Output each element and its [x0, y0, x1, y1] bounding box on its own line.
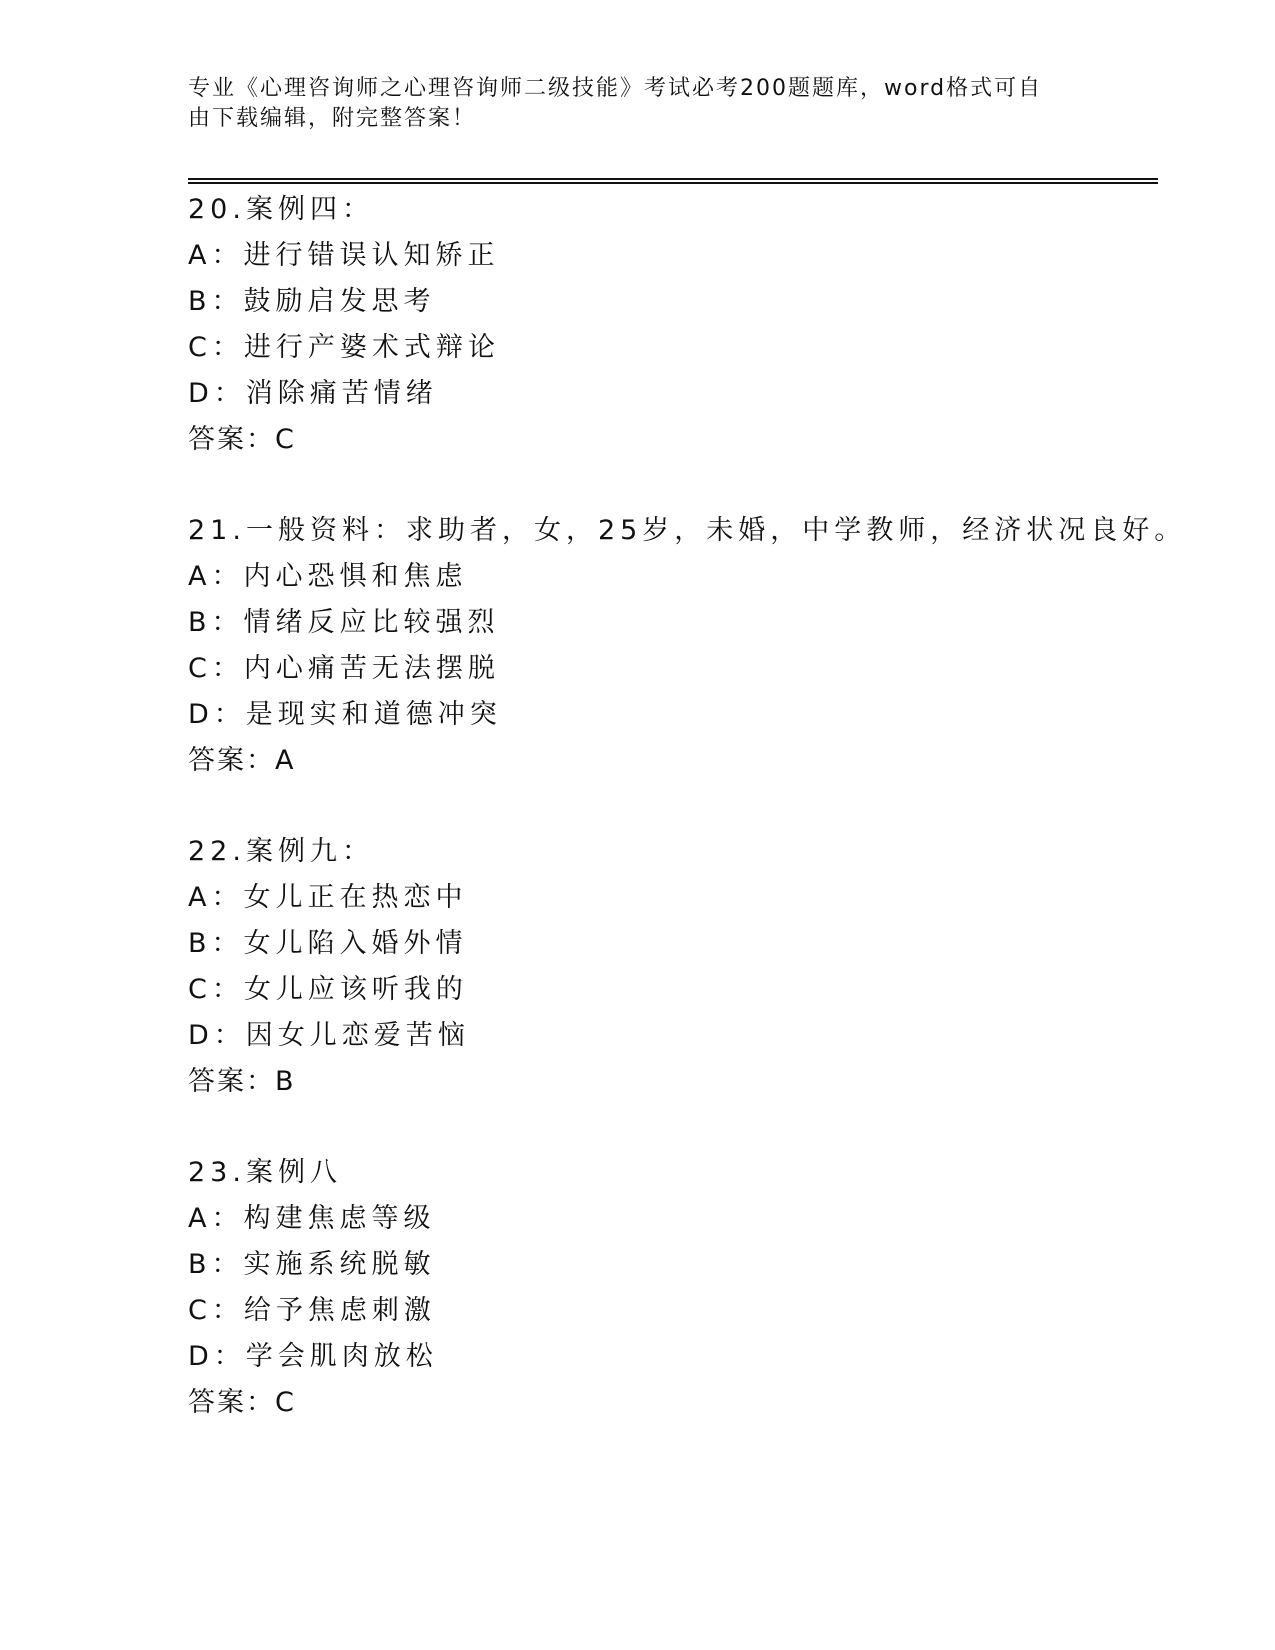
answer-line: 答案：C [188, 424, 296, 455]
header-double-rule [188, 178, 1158, 184]
option-b: B：情绪反应比较强烈 [188, 607, 500, 638]
answer-line: 答案：C [188, 1387, 296, 1418]
header-line-2: 由下载编辑，附完整答案！ [188, 106, 477, 131]
header-line-1: 专业《心理咨询师之心理咨询师二级技能》考试必考200题题库，word格式可自 [188, 76, 1043, 101]
question-stem: 22.案例九： [188, 836, 374, 867]
question-21 [188, 508, 1187, 784]
answer-line: 答案：A [188, 745, 296, 776]
option-c: C：给予焦虑刺激 [188, 1295, 436, 1326]
option-a: A：女儿正在热恋中 [188, 882, 468, 913]
question-stem: 20.案例四： [188, 194, 374, 225]
option-d: D：因女儿恋爱苦恼 [188, 1020, 470, 1051]
option-d: D：是现实和道德冲突 [188, 699, 502, 730]
option-a: A：构建焦虑等级 [188, 1203, 436, 1234]
question-23 [188, 1150, 1168, 1426]
option-b: B：女儿陷入婚外情 [188, 928, 468, 959]
answer-line: 答案：B [188, 1066, 296, 1097]
document-header [188, 74, 1068, 134]
option-c: C：内心痛苦无法摆脱 [188, 653, 500, 684]
option-c: C：女儿应该听我的 [188, 974, 468, 1005]
question-list [188, 187, 1187, 1471]
option-b: B：鼓励启发思考 [188, 286, 436, 317]
question-stem: 21.一般资料：求助者，女，25岁，未婚，中学教师，经济状况良好。 [188, 515, 1187, 546]
option-d: D：学会肌肉放松 [188, 1341, 438, 1372]
option-b: B：实施系统脱敏 [188, 1249, 436, 1280]
question-20 [188, 187, 1168, 463]
option-a: A：内心恐惧和焦虑 [188, 561, 468, 592]
option-d: D：消除痛苦情绪 [188, 378, 438, 409]
question-22 [188, 829, 1168, 1105]
option-a: A：进行错误认知矫正 [188, 240, 500, 271]
option-c: C：进行产婆术式辩论 [188, 332, 500, 363]
question-stem: 23.案例八 [188, 1157, 342, 1188]
